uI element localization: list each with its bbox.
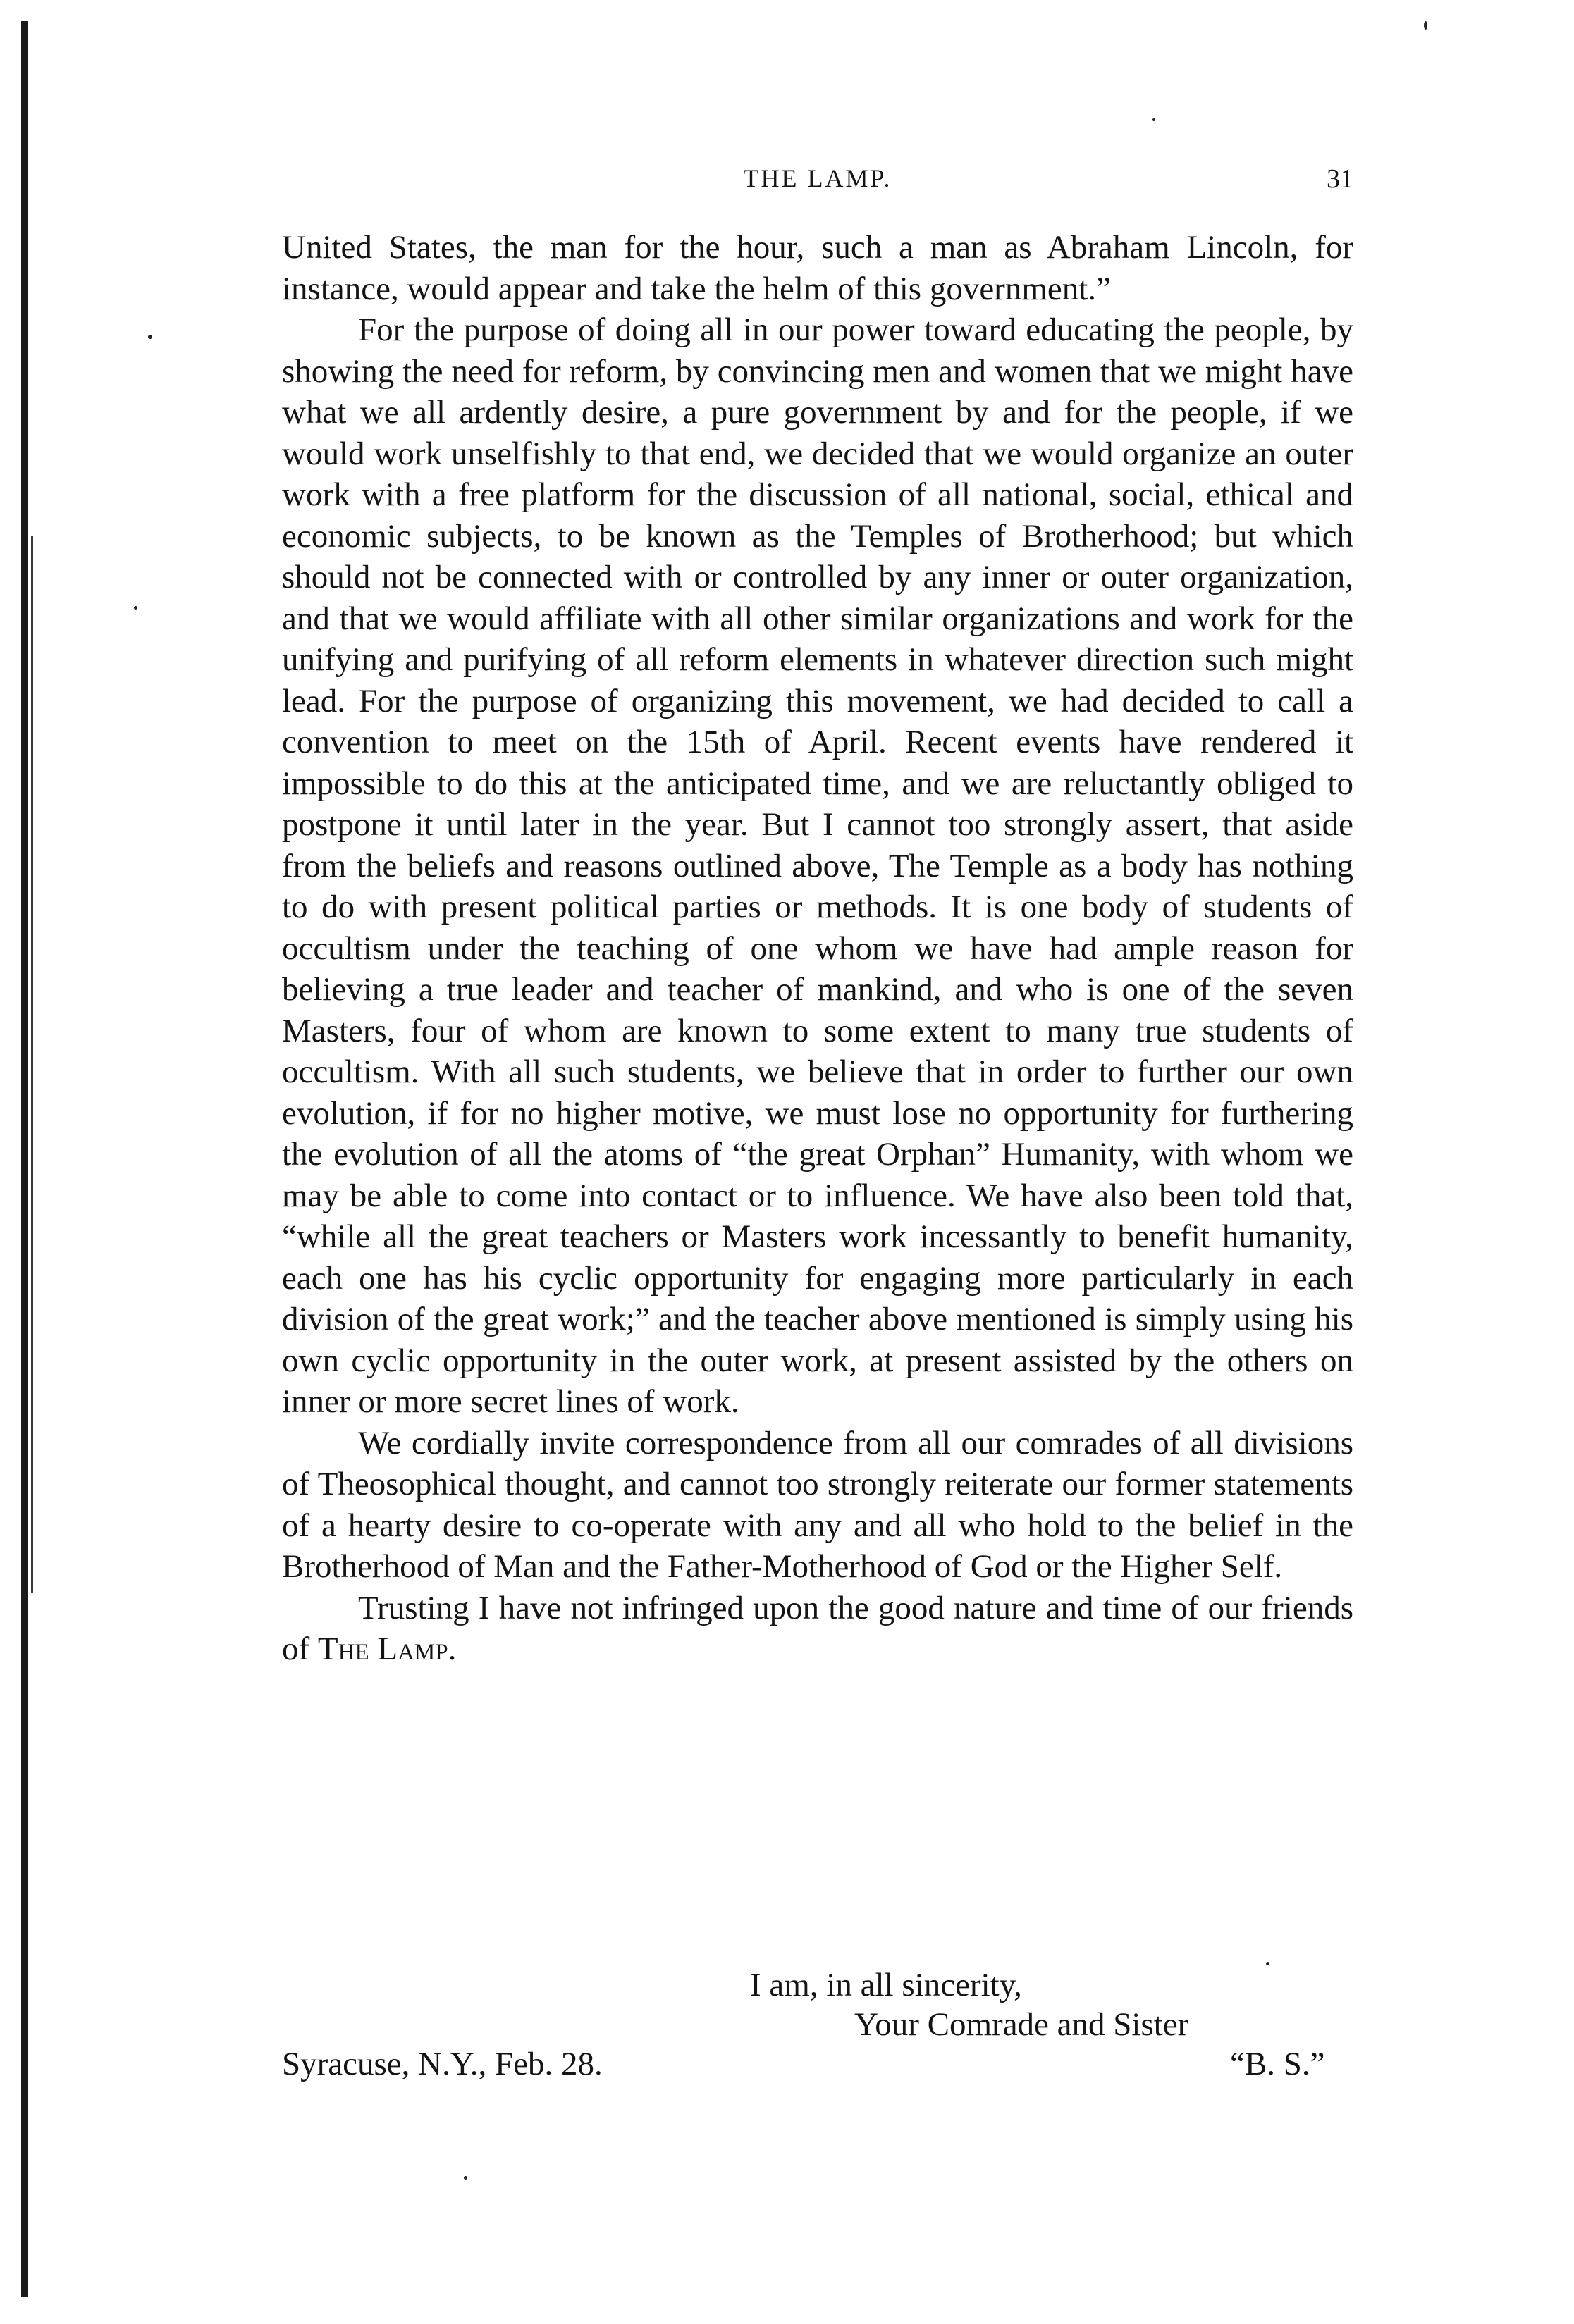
closing-period: . (448, 1631, 457, 1667)
binding-edge-shadow (31, 536, 33, 1593)
place-and-date: Syracuse, N.Y., Feb. 28. (282, 2046, 603, 2082)
signature: “B. S.” (1230, 2046, 1325, 2082)
closing-sentence: Trusting I have not infringed upon the good nature and time of our friends of (282, 1589, 1353, 1667)
paragraph-temples-of-brotherhood: For the purpose of doing all in our power toward educating the people, by showing the need for reform, by convincing men and women that we might have what we all ardently desire, a pure government by and for the people, if we would work unselfishly to that end, we decided that we would organize an outer work with a free platform for the discussion of all national, social, ethical and economic subjects, to be known as the Temples of Brotherhood; but which should not be connected with or controlled by any inner or outer organization, and that we would affiliate with all other similar organizations and work for the unifying and purifying of all reform elements in whatever direction such might lead. For the purpose of organizing this movement, we had decided to call a convention to meet on the 15th of April. Recent events have rendered it impossible to do this at the anticipated time, and we are reluctantly obliged to postpone it until later in the year. But I cannot too strongly assert, that aside from the beliefs and reasons outlined above, The Temple as a body has nothing to do with present political parties or methods. It is one body of students of occultism under the teaching of one whom we have had ample reason for believing a true leader and teacher of mankind, and who is one of the seven Masters, four of whom are known to some extent to many true students of occultism. With all such students, we believe that in order to further our own evolution, if for no higher motive, we must lose no opportunity for furthering the evolution of all the atoms of “the great Orphan” Humanity, with whom we may be able to come into contact or to influence. We have also been told that, “while all the great teachers or Masters work incessantly to benefit humanity, each one has his cyclic opportunity for engaging more particularly in each division of the great work;” and the teacher above mentioned is simply using his own cyclic opportunity in the outer work, at present assisted by the others on inner or more secret lines of work. (282, 311, 1353, 1420)
ink-speck (148, 335, 152, 339)
ink-speck (134, 606, 137, 610)
running-title: THE LAMP. (743, 164, 892, 192)
paragraph-invitation: We cordially invite correspondence from all our comrades of all divisions of Theosophical thought, and cannot too strongly reiterate our former statements of a hearty desire to co-operate with any and all who hold to the belief in the Brotherhood of Man and the Father-Motherhood of God or the Higher Self. (282, 1424, 1353, 1585)
ink-speck (1152, 118, 1155, 121)
running-head (282, 163, 1353, 206)
ink-speck (1266, 1962, 1269, 1965)
page-number: 31 (1327, 164, 1353, 194)
ink-speck (464, 2176, 467, 2180)
binding-edge (21, 21, 28, 2297)
ink-speck (1424, 21, 1427, 30)
article-body (282, 227, 1353, 1670)
paragraph-closing (282, 1588, 1353, 1670)
complimentary-close: Your Comrade and Sister (854, 2006, 1189, 2043)
magazine-name: The Lamp (317, 1631, 448, 1667)
paragraph-continuation: United States, the man for the hour, such a man as Abraham Lincoln, for instance, would appear and take the helm of this government.” (282, 229, 1353, 307)
valediction: I am, in all sincerity, (750, 1967, 1022, 2003)
